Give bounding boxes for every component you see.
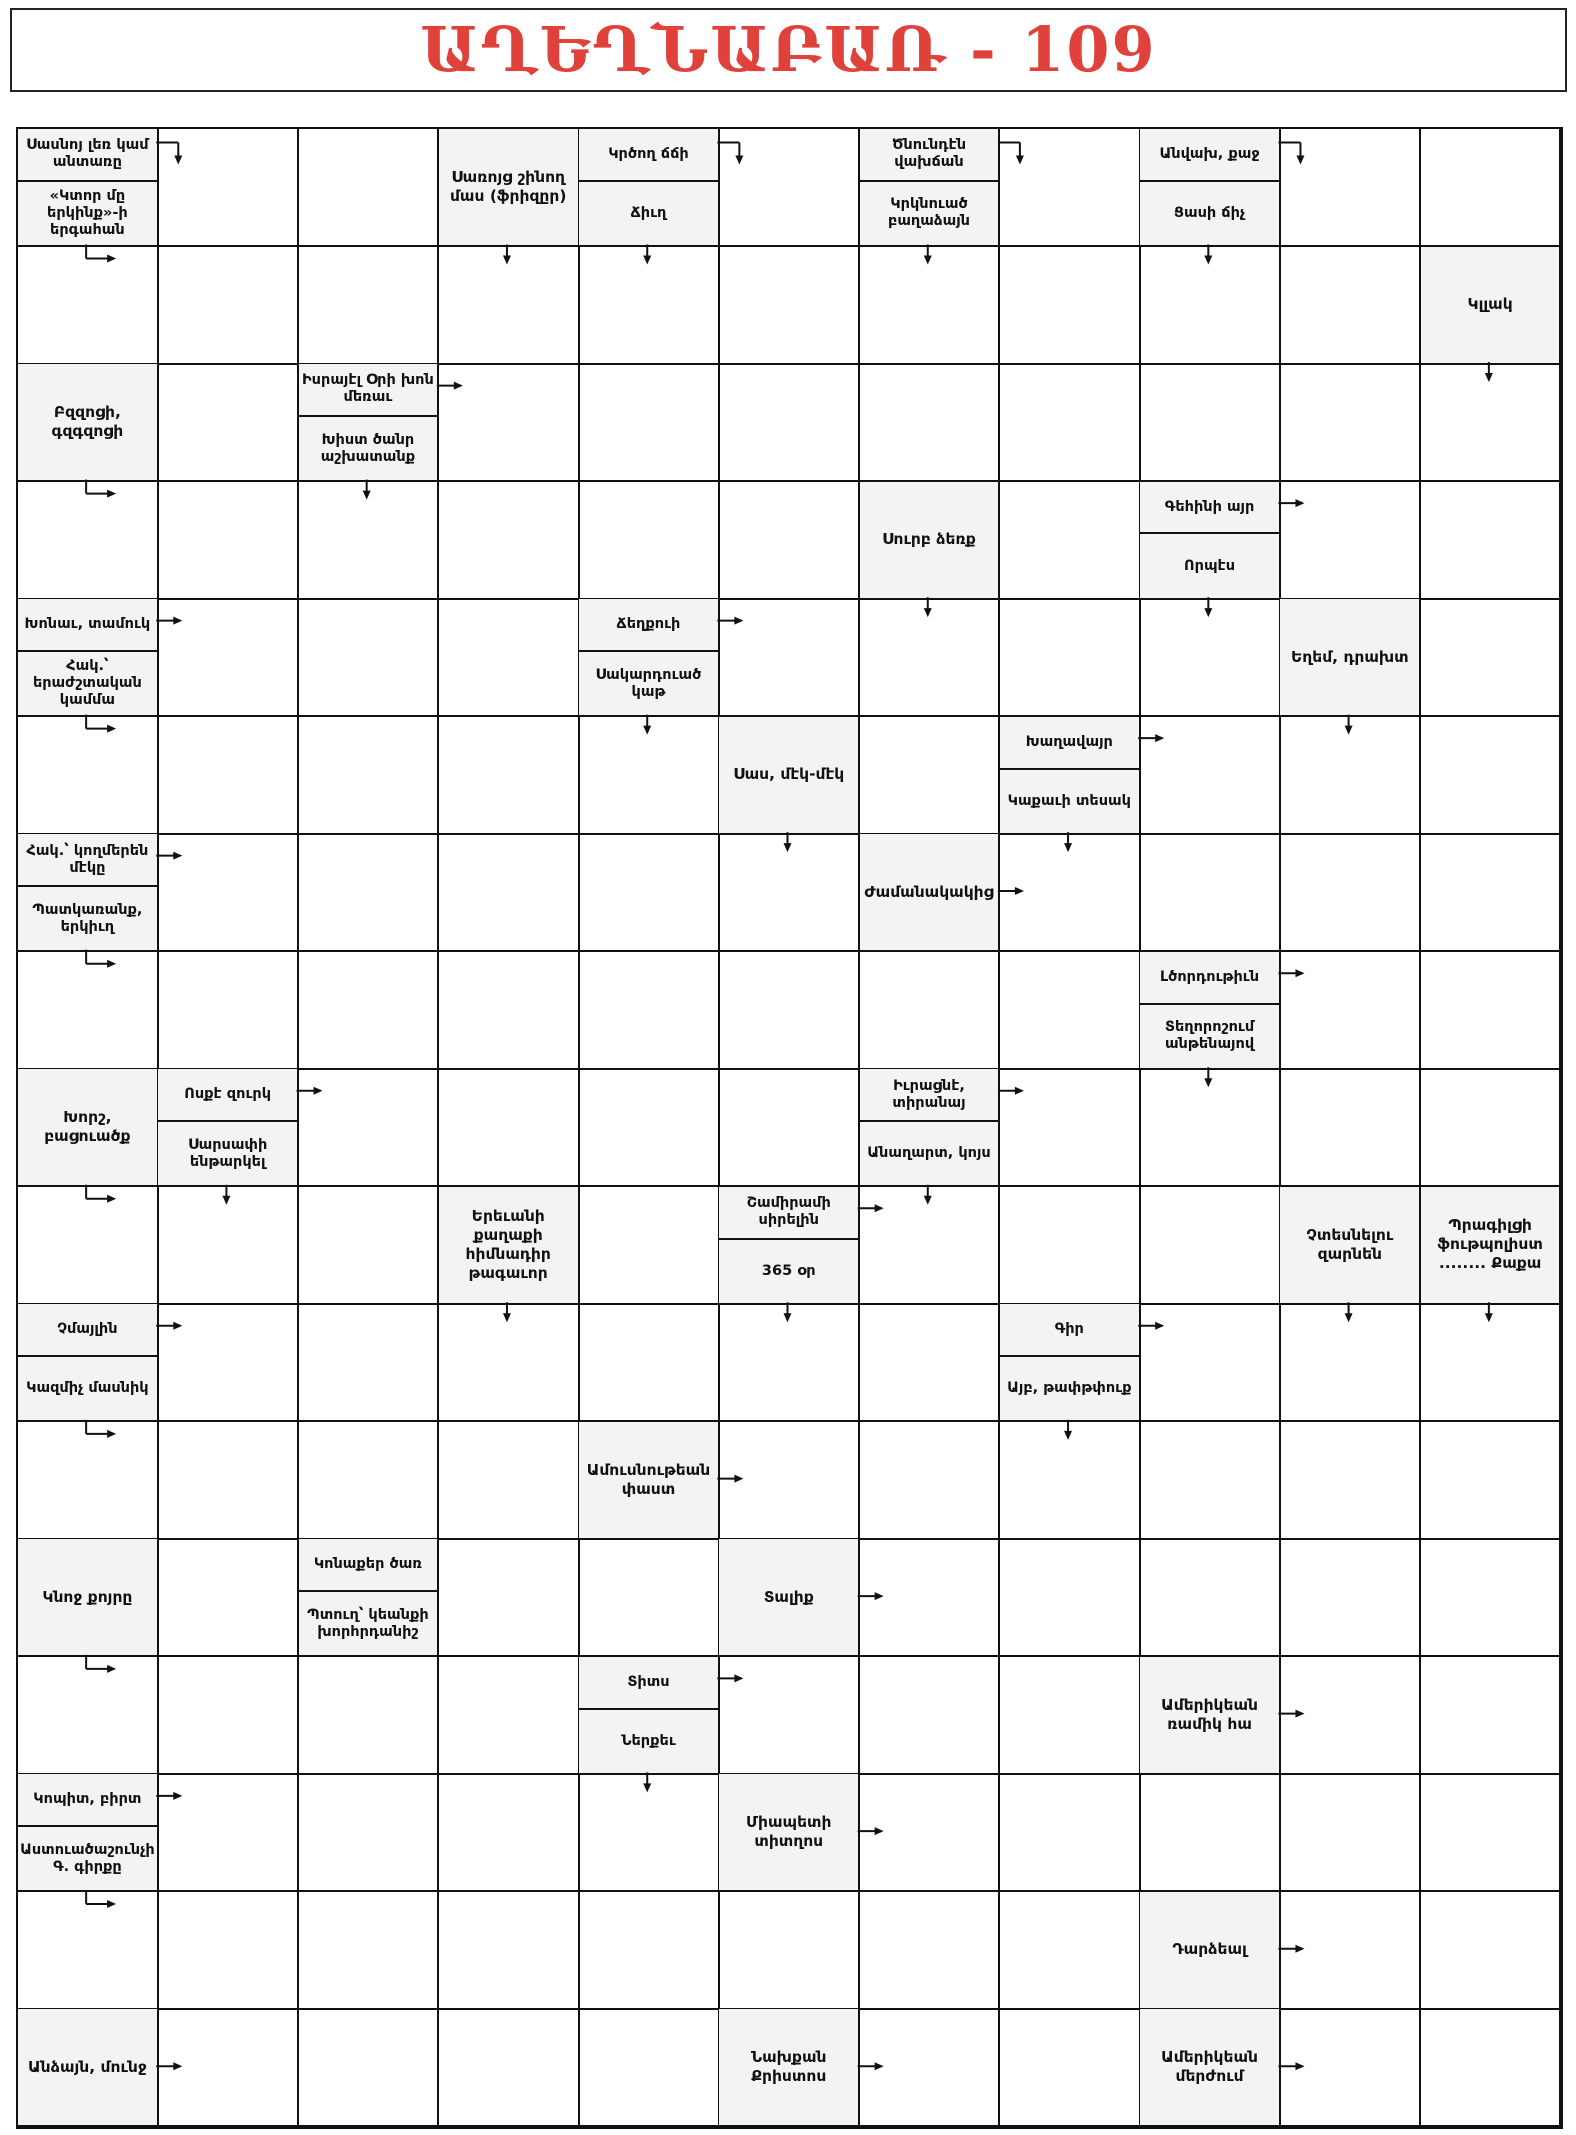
answer-cell[interactable] [158, 1657, 299, 1775]
clue-cell-c17 [18, 599, 159, 652]
clue-text: Այբ, թափթփուք [1007, 1380, 1132, 1397]
answer-cell[interactable] [1421, 1657, 1562, 1775]
clue-text: Շամիրամի սիրելին [746, 1195, 831, 1229]
answer-cell[interactable] [158, 1539, 299, 1657]
answer-cell[interactable] [1421, 1069, 1562, 1187]
clue-text: Կոնաքեր ծառ [313, 1556, 422, 1573]
answer-cell[interactable] [158, 717, 299, 835]
answer-cell[interactable] [1280, 1539, 1421, 1657]
answer-cell[interactable] [719, 952, 860, 1070]
clue-text: Խիստ ծանր աշխատանք [320, 431, 416, 465]
answer-cell[interactable] [1140, 1187, 1281, 1305]
answer-cell[interactable] [1000, 952, 1141, 1070]
answer-cell[interactable] [1140, 1539, 1281, 1657]
clue-text: Որպէս [1184, 557, 1236, 574]
clue-cell-c24 [1000, 770, 1141, 835]
answer-cell[interactable] [158, 247, 299, 365]
clue-cell-c38 [1280, 1187, 1421, 1305]
answer-cell[interactable] [719, 364, 860, 482]
clue-cell-c16 [1140, 534, 1281, 599]
answer-cell[interactable] [1280, 834, 1421, 952]
answer-cell[interactable] [719, 482, 860, 600]
answer-cell[interactable] [579, 364, 720, 482]
answer-cell[interactable] [1000, 364, 1141, 482]
answer-cell[interactable] [1421, 1304, 1562, 1422]
clue-cell-c7 [860, 182, 1001, 247]
answer-cell[interactable] [579, 1069, 720, 1187]
clue-cell-c44 [579, 1422, 720, 1540]
clue-text: Գիր [1054, 1321, 1084, 1338]
clue-cell-c46 [299, 1539, 440, 1592]
clue-cell-c12 [299, 364, 440, 417]
answer-cell[interactable] [860, 1774, 1001, 1892]
answer-cell[interactable] [18, 1187, 159, 1305]
clue-text: Հակ.՝ երաժշտական կամմա [32, 658, 142, 709]
answer-cell[interactable] [299, 599, 440, 717]
answer-cell[interactable] [1140, 1422, 1281, 1540]
answer-cell[interactable] [1280, 952, 1421, 1070]
clue-cell-c48 [719, 1539, 860, 1657]
clue-cell-c57 [719, 2009, 860, 2127]
answer-cell[interactable] [1140, 247, 1281, 365]
answer-cell[interactable] [299, 1187, 440, 1305]
answer-cell[interactable] [18, 1892, 159, 2010]
clue-cell-c13 [299, 417, 440, 482]
answer-cell[interactable] [439, 364, 580, 482]
answer-cell[interactable] [860, 952, 1001, 1070]
clue-cell-c30 [18, 1069, 159, 1187]
clue-text: Կնոջ քոյրը [42, 1587, 133, 1606]
clue-text: Կազմիչ մասնիկ [26, 1380, 149, 1397]
answer-cell[interactable] [860, 1539, 1001, 1657]
answer-cell[interactable] [1280, 1774, 1421, 1892]
clue-cell-c22 [719, 717, 860, 835]
answer-cell[interactable] [1280, 2009, 1421, 2127]
clue-text: Անձայն, մունջ [28, 2057, 147, 2076]
clue-cell-c21 [1280, 599, 1421, 717]
answer-cell[interactable] [860, 1304, 1001, 1422]
clue-text: Անվախ, քաջ [1159, 145, 1260, 162]
clue-text: Ճեղքուի [616, 616, 681, 633]
answer-cell[interactable] [299, 1422, 440, 1540]
answer-cell[interactable] [579, 834, 720, 952]
answer-cell[interactable] [439, 247, 580, 365]
clue-cell-c53 [18, 1827, 159, 1892]
clue-cell-c36 [719, 1187, 860, 1240]
answer-cell[interactable] [1280, 717, 1421, 835]
answer-cell[interactable] [1280, 1657, 1421, 1775]
answer-cell[interactable] [299, 1774, 440, 1892]
clue-cell-c9 [1140, 182, 1281, 247]
answer-cell[interactable] [860, 599, 1001, 717]
answer-cell[interactable] [579, 2009, 720, 2127]
clue-text: Սարսափի ենթարկել [187, 1136, 268, 1170]
clue-text: Միապետի տիտղոս [745, 1813, 832, 1851]
clue-text: Եղեմ, դրախտ [1291, 647, 1409, 666]
clue-text: 365 օր [761, 1262, 816, 1279]
answer-cell[interactable] [860, 247, 1001, 365]
title-box [10, 8, 1567, 92]
answer-cell[interactable] [1140, 717, 1281, 835]
clue-text: Սասնոյ լեռ կամ անտառը [26, 137, 149, 171]
clue-cell-c31 [158, 1069, 299, 1122]
clue-cell-c45 [18, 1539, 159, 1657]
answer-cell[interactable] [1000, 599, 1141, 717]
answer-cell[interactable] [18, 1422, 159, 1540]
answer-cell[interactable] [299, 834, 440, 952]
clue-text: Երեւանի քաղաքի հիմնադիր թագաւոր [465, 1206, 551, 1282]
answer-cell[interactable] [158, 1187, 299, 1305]
clue-cell-c20 [579, 652, 720, 717]
answer-cell[interactable] [860, 1422, 1001, 1540]
clue-cell-c8 [1140, 129, 1281, 182]
answer-cell[interactable] [1000, 482, 1141, 600]
answer-cell[interactable] [158, 364, 299, 482]
clue-text: Ամերիկեան մերժում [1161, 2048, 1258, 2086]
answer-cell[interactable] [1280, 482, 1421, 600]
clue-text: Տեղորոշում անթենայով [1164, 1019, 1255, 1053]
answer-cell[interactable] [1280, 247, 1421, 365]
clue-cell-c50 [579, 1710, 720, 1775]
clue-cell-c51 [1140, 1657, 1281, 1775]
clue-text: Նախքան Քրիստոս [751, 2048, 827, 2086]
answer-cell[interactable] [719, 129, 860, 247]
clue-cell-c29 [1140, 1005, 1281, 1070]
clue-cell-c27 [860, 834, 1001, 952]
clue-text: Ամերիկեան ռամիկ հա [1161, 1695, 1258, 1733]
clue-text: Կլլակ [1467, 295, 1513, 314]
answer-cell[interactable] [719, 834, 860, 952]
answer-cell[interactable] [158, 1892, 299, 2010]
clue-cell-c10 [1421, 247, 1562, 365]
clue-text: Ժամանակակից [864, 882, 994, 901]
answer-cell[interactable] [860, 1657, 1001, 1775]
answer-cell[interactable] [579, 482, 720, 600]
answer-cell[interactable] [1421, 717, 1562, 835]
answer-cell[interactable] [299, 482, 440, 600]
clue-text: Լծորդութիւն [1160, 968, 1260, 985]
answer-cell[interactable] [158, 1304, 299, 1422]
answer-cell[interactable] [1421, 2009, 1562, 2127]
answer-cell[interactable] [18, 952, 159, 1070]
clue-cell-c28 [1140, 952, 1281, 1005]
answer-cell[interactable] [1000, 247, 1141, 365]
answer-cell[interactable] [1280, 129, 1421, 247]
answer-cell[interactable] [439, 717, 580, 835]
clue-cell-c34 [860, 1122, 1001, 1187]
puzzle-title: ԱՂԵՂՆԱԲԱՌ - 109 [420, 13, 1157, 86]
clue-cell-c26 [18, 887, 159, 952]
answer-cell[interactable] [579, 247, 720, 365]
clue-cell-c55 [1140, 1892, 1281, 2010]
clue-text: Պատկառանք, երկիւղ [32, 901, 143, 935]
answer-cell[interactable] [1000, 1422, 1141, 1540]
answer-cell[interactable] [719, 1892, 860, 2010]
clue-cell-c39 [1421, 1187, 1562, 1305]
answer-cell[interactable] [719, 1657, 860, 1775]
clue-text: Տալիք [763, 1587, 814, 1606]
answer-cell[interactable] [1421, 1422, 1562, 1540]
answer-cell[interactable] [439, 1657, 580, 1775]
answer-cell[interactable] [299, 129, 440, 247]
answer-cell[interactable] [1421, 1539, 1562, 1657]
answer-cell[interactable] [158, 1422, 299, 1540]
clue-text: Սուրբ ձեռք [882, 530, 976, 549]
answer-cell[interactable] [18, 482, 159, 600]
clue-text: Աստուածաշունչի Գ. գիրքը [20, 1841, 155, 1875]
answer-cell[interactable] [439, 1539, 580, 1657]
answer-cell[interactable] [439, 1304, 580, 1422]
answer-cell[interactable] [299, 2009, 440, 2127]
clue-cell-c2 [18, 182, 159, 247]
clue-cell-c19 [579, 599, 720, 652]
answer-cell[interactable] [860, 2009, 1001, 2127]
answer-cell[interactable] [18, 247, 159, 365]
clue-text: Ցասի ճիչ [1173, 204, 1246, 221]
answer-cell[interactable] [1140, 1069, 1281, 1187]
clue-text: Իսրայէլ Օրի խոն մեռաւ [302, 372, 434, 406]
answer-cell[interactable] [299, 1657, 440, 1775]
answer-cell[interactable] [18, 717, 159, 835]
answer-cell[interactable] [158, 952, 299, 1070]
clue-text: Կրծող ճճի [608, 145, 689, 162]
clue-text: Ներքեւ [621, 1732, 676, 1749]
clue-text: Անաղարտ, կոյս [867, 1145, 991, 1162]
answer-cell[interactable] [1000, 2009, 1141, 2127]
clue-text: Դարձեալ [1172, 1940, 1247, 1959]
answer-cell[interactable] [158, 129, 299, 247]
clue-text: Ճիւղ [630, 204, 667, 221]
clue-cell-c11 [18, 364, 159, 482]
clue-text: Ամուսնութեան փաստ [586, 1460, 711, 1498]
clue-text: Խաղավայր [1025, 733, 1113, 750]
answer-cell[interactable] [579, 1187, 720, 1305]
answer-cell[interactable] [1421, 364, 1562, 482]
answer-cell[interactable] [299, 247, 440, 365]
clue-text: Գեհինի այր [1164, 498, 1255, 515]
answer-cell[interactable] [1421, 482, 1562, 600]
clue-cell-c54 [719, 1774, 860, 1892]
clue-text: Սառոյց շինող մաս (ֆրիզըր) [449, 168, 567, 205]
answer-cell[interactable] [158, 2009, 299, 2127]
clue-text: Սակարդուած կաթ [595, 666, 702, 700]
answer-cell[interactable] [439, 1422, 580, 1540]
answer-cell[interactable] [439, 952, 580, 1070]
clue-text: Խորշ, բացուածք [44, 1108, 131, 1146]
answer-cell[interactable] [1000, 1774, 1141, 1892]
answer-cell[interactable] [860, 1187, 1001, 1305]
clue-text: Հակ.՝ կողմերեն մէկը [26, 842, 149, 876]
answer-cell[interactable] [158, 1774, 299, 1892]
answer-cell[interactable] [860, 1892, 1001, 2010]
clue-cell-c18 [18, 652, 159, 717]
clue-cell-c4 [579, 129, 720, 182]
clue-cell-c23 [1000, 717, 1141, 770]
answer-cell[interactable] [860, 364, 1001, 482]
clue-text: Չմայլին [57, 1321, 118, 1338]
clue-text: Ոսքէ զուրկ [184, 1086, 272, 1103]
clue-text: Սաս, մէկ-մէկ [733, 765, 845, 784]
clue-text: Խոնաւ, տամուկ [24, 616, 151, 633]
answer-cell[interactable] [1140, 834, 1281, 952]
crossword-grid [16, 127, 1563, 2129]
answer-cell[interactable] [860, 717, 1001, 835]
answer-cell[interactable] [1140, 1774, 1281, 1892]
clue-cell-c33 [860, 1069, 1001, 1122]
answer-cell[interactable] [439, 599, 580, 717]
answer-cell[interactable] [1421, 952, 1562, 1070]
answer-cell[interactable] [719, 599, 860, 717]
answer-cell[interactable] [1421, 1892, 1562, 2010]
clue-cell-c1 [18, 129, 159, 182]
clue-cell-c37 [719, 1240, 860, 1305]
clue-cell-c32 [158, 1122, 299, 1187]
clue-text: Տիտս [627, 1673, 670, 1690]
clue-cell-c42 [1000, 1304, 1141, 1357]
clue-cell-c56 [18, 2009, 159, 2127]
answer-cell[interactable] [1000, 129, 1141, 247]
answer-cell[interactable] [158, 482, 299, 600]
answer-cell[interactable] [299, 1892, 440, 2010]
answer-cell[interactable] [299, 1069, 440, 1187]
answer-cell[interactable] [299, 952, 440, 1070]
answer-cell[interactable] [1280, 1892, 1421, 2010]
answer-cell[interactable] [1421, 599, 1562, 717]
answer-cell[interactable] [299, 717, 440, 835]
clue-cell-c25 [18, 834, 159, 887]
answer-cell[interactable] [1140, 599, 1281, 717]
answer-cell[interactable] [1280, 364, 1421, 482]
clue-cell-c58 [1140, 2009, 1281, 2127]
clue-cell-c47 [299, 1592, 440, 1657]
clue-cell-c35 [439, 1187, 580, 1305]
answer-cell[interactable] [439, 1069, 580, 1187]
answer-cell[interactable] [579, 1304, 720, 1422]
answer-cell[interactable] [1421, 1774, 1562, 1892]
answer-cell[interactable] [579, 952, 720, 1070]
clue-text: Չտեսնելու զարնեն [1306, 1225, 1394, 1263]
answer-cell[interactable] [439, 1892, 580, 2010]
answer-cell[interactable] [1000, 1187, 1141, 1305]
answer-cell[interactable] [579, 1892, 720, 2010]
answer-cell[interactable] [1280, 1304, 1421, 1422]
clue-cell-c3 [439, 129, 580, 247]
answer-cell[interactable] [1140, 1304, 1281, 1422]
answer-cell[interactable] [158, 834, 299, 952]
clue-text: Կաքաւի տեսակ [1007, 792, 1131, 809]
answer-cell[interactable] [158, 599, 299, 717]
clue-text: Պտուղ՝ կեանքի խորհրդանիշ [307, 1606, 429, 1640]
clue-text: Կրկնուած բաղաձայն [888, 196, 970, 230]
clue-cell-c40 [18, 1304, 159, 1357]
clue-text: Պրագիլցի ֆութպոլիստ ........ Քաքա [1437, 1216, 1543, 1273]
answer-cell[interactable] [1000, 1892, 1141, 2010]
clue-cell-c52 [18, 1774, 159, 1827]
answer-cell[interactable] [1000, 834, 1141, 952]
answer-cell[interactable] [439, 1774, 580, 1892]
clue-text: Բզզոցի, գզգզոցի [51, 403, 124, 441]
answer-cell[interactable] [1421, 834, 1562, 952]
answer-cell[interactable] [1000, 1069, 1141, 1187]
clue-text: Ծնունդէն վախճան [891, 137, 967, 171]
answer-cell[interactable] [1421, 129, 1562, 247]
answer-cell[interactable] [1000, 1539, 1141, 1657]
answer-cell[interactable] [1140, 364, 1281, 482]
clue-cell-c5 [579, 182, 720, 247]
clue-cell-c43 [1000, 1357, 1141, 1422]
clue-cell-c15 [1140, 482, 1281, 535]
answer-cell[interactable] [719, 1069, 860, 1187]
answer-cell[interactable] [579, 717, 720, 835]
answer-cell[interactable] [439, 834, 580, 952]
clue-text: «Կտոր մը երկինք»-ի երգահան [47, 187, 128, 238]
answer-cell[interactable] [579, 1539, 720, 1657]
answer-cell[interactable] [1000, 1657, 1141, 1775]
clue-cell-c6 [860, 129, 1001, 182]
clue-cell-c14 [860, 482, 1001, 600]
answer-cell[interactable] [579, 1774, 720, 1892]
answer-cell[interactable] [18, 1657, 159, 1775]
answer-cell[interactable] [719, 1422, 860, 1540]
answer-cell[interactable] [439, 482, 580, 600]
clue-cell-c49 [579, 1657, 720, 1710]
clue-cell-c41 [18, 1357, 159, 1422]
answer-cell[interactable] [1280, 1069, 1421, 1187]
answer-cell[interactable] [719, 247, 860, 365]
answer-cell[interactable] [719, 1304, 860, 1422]
clue-text: Կոպիտ, բիրտ [33, 1791, 142, 1808]
answer-cell[interactable] [1280, 1422, 1421, 1540]
clue-text: Իւրացնէ, տիրանայ [892, 1077, 966, 1111]
answer-cell[interactable] [299, 1304, 440, 1422]
answer-cell[interactable] [439, 2009, 580, 2127]
